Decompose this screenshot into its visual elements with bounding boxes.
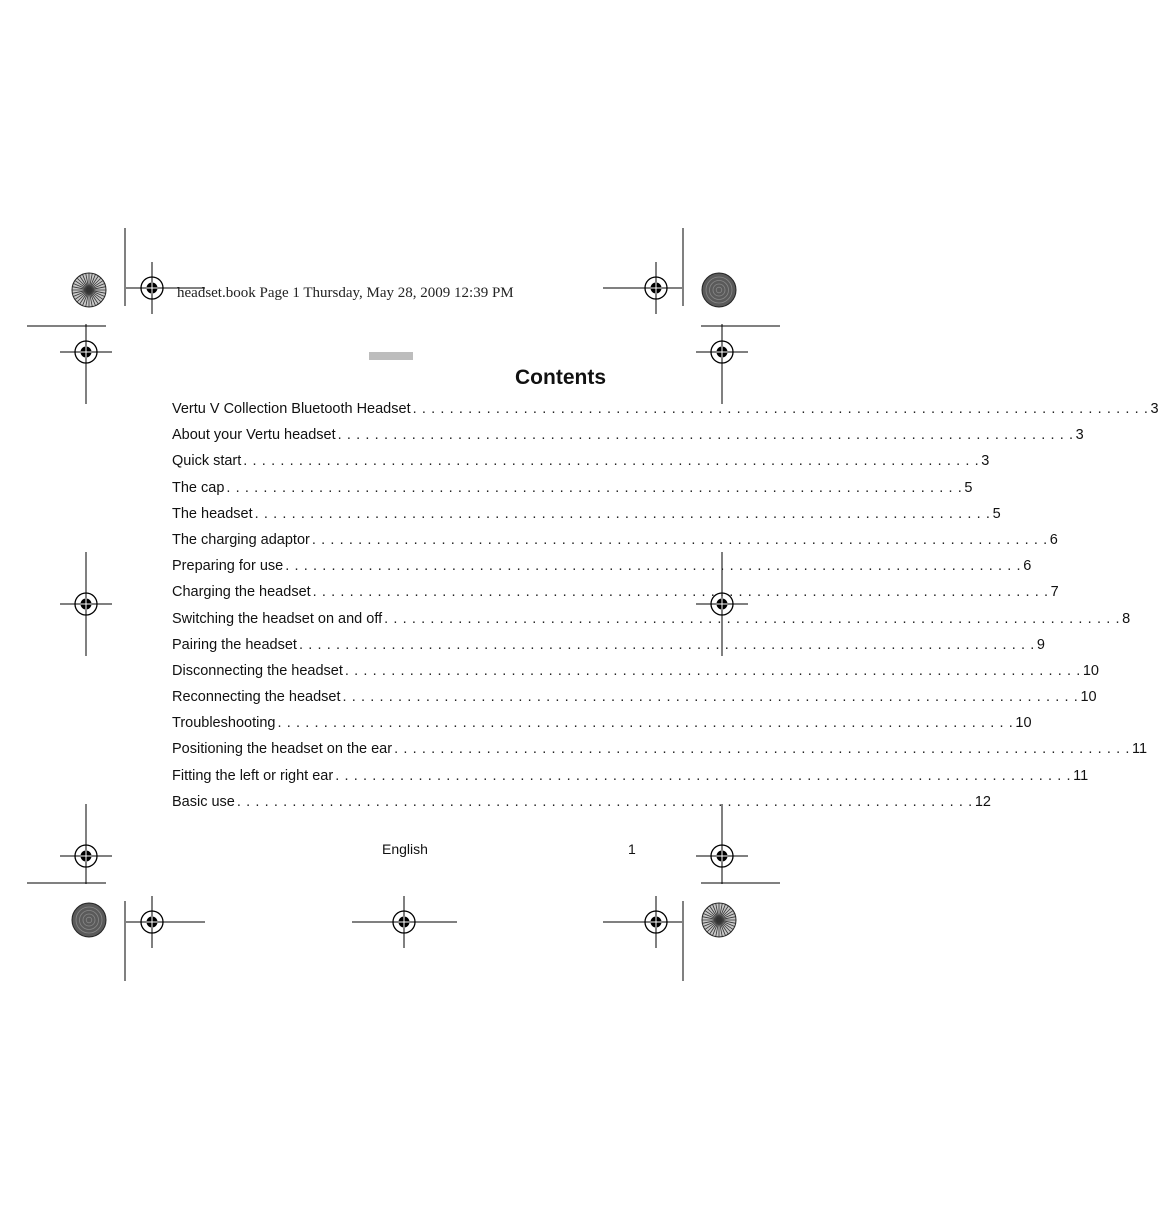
toc-entry-page: 7 xyxy=(1050,584,1059,601)
toc-entry-title: The charging adaptor xyxy=(172,531,310,548)
toc-entry[interactable] xyxy=(172,505,1001,532)
toc-entry-title: Disconnecting the headset xyxy=(172,662,343,679)
toc-leader-dots: . . . . . . . . . . . . . . . . . . . . . . . . . . . . . . . . . . . . . . . . . . . . . . . . . . . . . . . . . . . . . . . . . . . . . . . . . . . . . . . . xyxy=(384,610,1121,627)
toc-entry[interactable] xyxy=(172,610,1131,637)
toc-entry[interactable] xyxy=(172,558,1032,584)
toc-entry-title: Quick start xyxy=(172,453,242,470)
toc-entry[interactable] xyxy=(172,715,1032,741)
toc-entry[interactable] xyxy=(172,584,1059,610)
toc-entry[interactable] xyxy=(172,689,1097,715)
toc-entry-title: Basic use xyxy=(172,793,235,810)
toc-leader-dots: . . . . . . . . . . . . . . . . . . . . . . . . . . . . . . . . . . . . . . . . . . . . . . . . . . . . . . . . . . . . . . . . . . . . . . . . . . . . . . . . xyxy=(394,741,1131,758)
toc-entry-page: 11 xyxy=(1073,767,1089,784)
toc-entry-page: 3 xyxy=(1075,427,1084,444)
footer-language: English xyxy=(382,841,428,857)
toc-leader-dots: . . . . . . . . . . . . . . . . . . . . . . . . . . . . . . . . . . . . . . . . . . . . . . . . . . . . . . . . . . . . . . . . . . . . . . . . . . . . . . . . xyxy=(285,558,1022,575)
toc-leader-dots: . . . . . . . . . . . . . . . . . . . . . . . . . . . . . . . . . . . . . . . . . . . . . . . . . . . . . . . . . . . . . . . . . . . . . . . . . . . . . . . . xyxy=(412,401,1149,417)
toc-leader-dots: . . . . . . . . . . . . . . . . . . . . . . . . . . . . . . . . . . . . . . . . . . . . . . . . . . . . . . . . . . . . . . . . . . . . . . . . . . . . . . . . xyxy=(254,505,991,522)
toc-entry[interactable] xyxy=(172,453,990,479)
toc-entry-title: The headset xyxy=(172,505,253,522)
toc-entry-page: 11 xyxy=(1132,741,1148,758)
toc-leader-dots: . . . . . . . . . . . . . . . . . . . . . . . . . . . . . . . . . . . . . . . . . . . . . . . . . . . . . . . . . . . . . . . . . . . . . . . . . . . . . . . . xyxy=(344,662,1081,679)
table-of-contents xyxy=(172,401,1159,820)
toc-entry-page: 3 xyxy=(1150,401,1159,417)
toc-entry-page: 10 xyxy=(1080,689,1097,706)
toc-entry-page: 3 xyxy=(981,453,990,470)
page-title: Contents xyxy=(515,366,606,389)
toc-entry-title: Fitting the left or right ear xyxy=(172,767,334,784)
toc-leader-dots: . . . . . . . . . . . . . . . . . . . . . . . . . . . . . . . . . . . . . . . . . . . . . . . . . . . . . . . . . . . . . . . . . . . . . . . . . . . . . . . . xyxy=(312,584,1049,601)
toc-entry[interactable] xyxy=(172,401,1159,427)
section-tab xyxy=(369,352,413,360)
toc-leader-dots: . . . . . . . . . . . . . . . . . . . . . . . . . . . . . . . . . . . . . . . . . . . . . . . . . . . . . . . . . . . . . . . . . . . . . . . . . . . . . . . . xyxy=(298,636,1035,653)
toc-entry-title: Reconnecting the headset xyxy=(172,689,341,706)
toc-entry-page: 6 xyxy=(1049,531,1058,548)
toc-entry-title: About your Vertu headset xyxy=(172,427,336,444)
toc-entry-title: Pairing the headset xyxy=(172,636,297,653)
toc-entry-title: Preparing for use xyxy=(172,558,284,575)
toc-entry-title: Positioning the headset on the ear xyxy=(172,741,393,758)
toc-entry[interactable] xyxy=(172,741,1148,767)
toc-entry-page: 5 xyxy=(964,479,973,496)
toc-entry[interactable] xyxy=(172,479,973,506)
toc-leader-dots: . . . . . . . . . . . . . . . . . . . . . . . . . . . . . . . . . . . . . . . . . . . . . . . . . . . . . . . . . . . . . . . . . . . . . . . . . . . . . . . . xyxy=(243,453,980,470)
print-slug: headset.book Page 1 Thursday, May 28, 2009 12:39 PM xyxy=(177,285,514,301)
toc-entry[interactable] xyxy=(172,427,1084,453)
toc-entry-title: The cap xyxy=(172,479,225,496)
toc-entry-title: Vertu V Collection Bluetooth Headset xyxy=(172,401,411,417)
toc-leader-dots: . . . . . . . . . . . . . . . . . . . . . . . . . . . . . . . . . . . . . . . . . . . . . . . . . . . . . . . . . . . . . . . . . . . . . . . . . . . . . . . . xyxy=(337,427,1074,444)
toc-entry-page: 8 xyxy=(1122,610,1131,627)
toc-entry[interactable] xyxy=(172,793,991,820)
toc-entry-page: 9 xyxy=(1036,636,1045,653)
toc-entry[interactable] xyxy=(172,767,1089,794)
toc-leader-dots: . . . . . . . . . . . . . . . . . . . . . . . . . . . . . . . . . . . . . . . . . . . . . . . . . . . . . . . . . . . . . . . . . . . . . . . . . . . . . . . . xyxy=(342,689,1079,706)
toc-entry[interactable] xyxy=(172,662,1099,689)
toc-entry[interactable] xyxy=(172,636,1045,663)
toc-entry-title: Charging the headset xyxy=(172,584,311,601)
toc-entry-page: 12 xyxy=(974,793,991,810)
toc-entry[interactable] xyxy=(172,531,1058,558)
toc-leader-dots: . . . . . . . . . . . . . . . . . . . . . . . . . . . . . . . . . . . . . . . . . . . . . . . . . . . . . . . . . . . . . . . . . . . . . . . . . . . . . . . . xyxy=(311,531,1048,548)
toc-leader-dots: . . . . . . . . . . . . . . . . . . . . . . . . . . . . . . . . . . . . . . . . . . . . . . . . . . . . . . . . . . . . . . . . . . . . . . . . . . . . . . . . xyxy=(226,479,963,496)
toc-leader-dots: . . . . . . . . . . . . . . . . . . . . . . . . . . . . . . . . . . . . . . . . . . . . . . . . . . . . . . . . . . . . . . . . . . . . . . . . . . . . . . . . xyxy=(335,767,1072,784)
footer-page-number: 1 xyxy=(628,841,636,857)
toc-leader-dots: . . . . . . . . . . . . . . . . . . . . . . . . . . . . . . . . . . . . . . . . . . . . . . . . . . . . . . . . . . . . . . . . . . . . . . . . . . . . . . . . xyxy=(277,715,1014,732)
toc-entry-title: Troubleshooting xyxy=(172,715,276,732)
toc-entry-page: 5 xyxy=(992,505,1001,522)
toc-entry-page: 10 xyxy=(1082,662,1099,679)
toc-leader-dots: . . . . . . . . . . . . . . . . . . . . . . . . . . . . . . . . . . . . . . . . . . . . . . . . . . . . . . . . . . . . . . . . . . . . . . . . . . . . . . . . xyxy=(236,793,973,810)
toc-entry-title: Switching the headset on and off xyxy=(172,610,383,627)
toc-entry-page: 6 xyxy=(1023,558,1032,575)
toc-entry-page: 10 xyxy=(1015,715,1032,732)
